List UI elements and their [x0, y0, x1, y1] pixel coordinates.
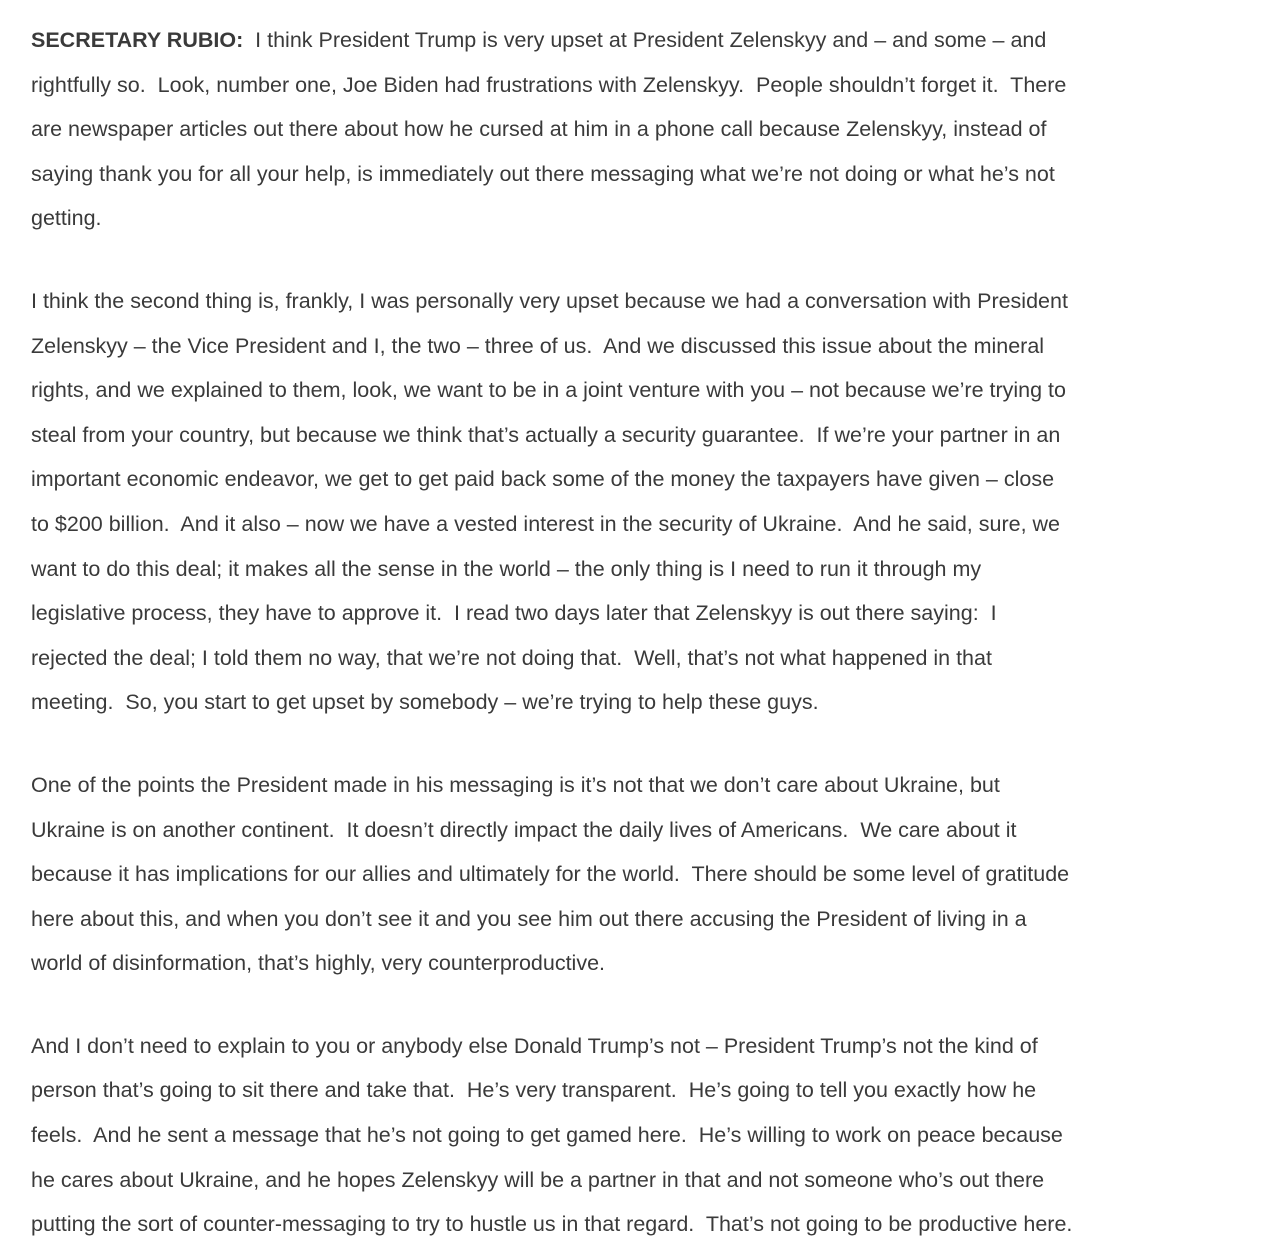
text-line: And I don’t need to explain to you or anybody else Donald Trump’s not – President Trump’s not the kind of [31, 1033, 1038, 1058]
speaker-label: SECRETARY RUBIO: [31, 28, 244, 52]
transcript-paragraph [31, 18, 1240, 241]
text-line: to $200 billion. And it also – now we have a vested interest in the security of Ukraine. And he said, sure, we [31, 511, 1061, 536]
text-line: feels. And he sent a message that he’s not going to get gamed here. He’s willing to work on peace because [31, 1123, 1063, 1148]
transcript [31, 18, 1240, 1247]
text-line: saying thank you for all your help, is immediately out there messaging what we’re not doing or what he’s not [31, 161, 1055, 186]
text-line: here about this, and when you don’t see it and you see him out there accusing the President of living in a [31, 906, 1027, 931]
text-line: meeting. So, you start to get upset by somebody – we’re trying to help these guys. [31, 690, 819, 715]
text-line: rejected the deal; I told them no way, that we’re not doing that. Well, that’s not what happened in that [31, 645, 992, 670]
text-line: Zelenskyy – the Vice President and I, the two – three of us. And we discussed this issue about the mineral [31, 333, 1045, 358]
transcript-paragraph [31, 763, 1240, 986]
text-line [31, 18, 1240, 63]
text-line: he cares about Ukraine, and he hopes Zelenskyy will be a partner in that and not someone who’s out there [31, 1167, 1045, 1192]
text-line: steal from your country, but because we think that’s actually a security guarantee. If we’re your partner in an [31, 422, 1061, 447]
text-line: putting the sort of counter-messaging to try to hustle us in that regard. That’s not going to be productive here. [31, 1212, 1073, 1237]
text-line: want to do this deal; it makes all the sense in the world – the only thing is I need to run it through my [31, 556, 982, 581]
text-line: legislative process, they have to approve it. I read two days later that Zelenskyy is out there saying: I [31, 601, 997, 626]
text-line: Ukraine is on another continent. It doesn’t directly impact the daily lives of Americans. We care about it [31, 817, 1017, 842]
text-line: important economic endeavor, we get to get paid back some of the money the taxpayers have given – close [31, 467, 1055, 492]
text-line: rightfully so. Look, number one, Joe Biden had frustrations with Zelenskyy. People shouldn’t forget it. There [31, 72, 1067, 97]
text-line: rights, and we explained to them, look, we want to be in a joint venture with you – not because we’re trying to [31, 378, 1066, 403]
text-line: One of the points the President made in his messaging is it’s not that we don’t care about Ukraine, but [31, 772, 1000, 797]
text-line: getting. [31, 206, 102, 231]
transcript-paragraph [31, 279, 1240, 725]
text-line: I think the second thing is, frankly, I was personally very upset because we had a conversation with President [31, 288, 1068, 313]
line-text: I think President Trump is very upset at President Zelenskyy and – and some – and [243, 28, 1047, 52]
text-line: person that’s going to sit there and take that. He’s very transparent. He’s going to tell you exactly how he [31, 1078, 1037, 1103]
text-line: world of disinformation, that’s highly, very counterproductive. [31, 951, 606, 976]
text-line: are newspaper articles out there about how he cursed at him in a phone call because Zelenskyy, instead of [31, 117, 1047, 142]
transcript-paragraph [31, 1024, 1240, 1247]
text-line: because it has implications for our allies and ultimately for the world. There should be some level of gratitude [31, 862, 1070, 887]
